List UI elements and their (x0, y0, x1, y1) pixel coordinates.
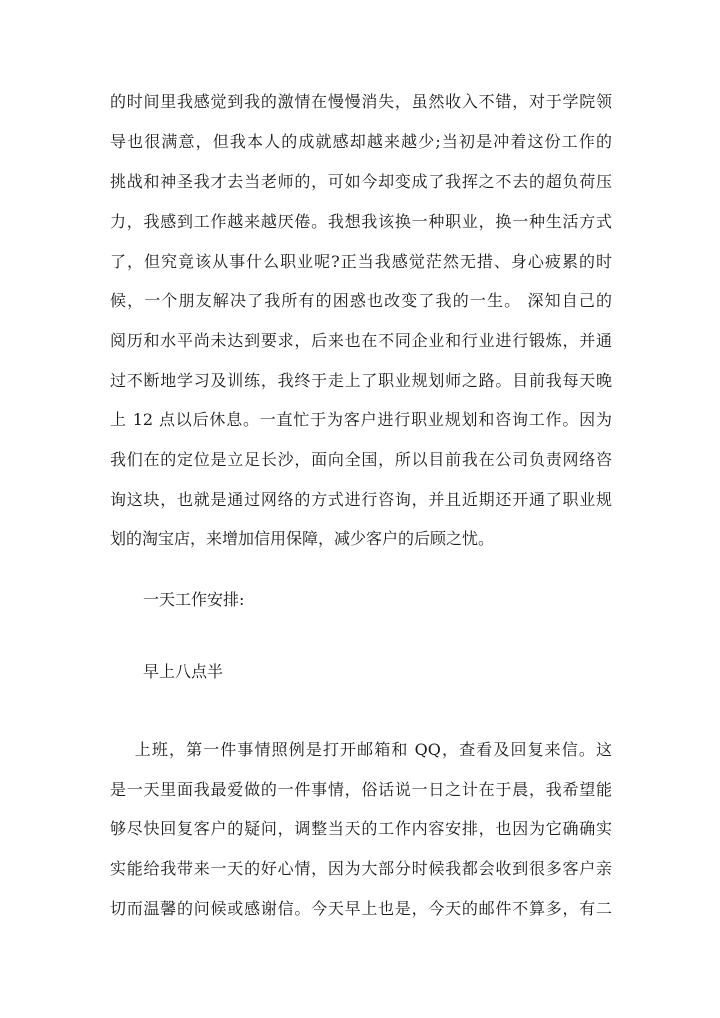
text-line: 力，我感到工作越来越厌倦。我想我该换一种职业，换一种生活方式 (110, 212, 612, 231)
section-heading-time: 早上八点半 (143, 662, 224, 681)
text-line: 上班，第一件事情照例是打开邮箱和 QQ，查看及回复来信。这 (110, 740, 612, 759)
text-line: 的时间里我感觉到我的激情在慢慢消失，虽然收入不错，对于学院领 (110, 92, 612, 111)
text-line: 够尽快回复客户的疑问，调整当天的工作内容安排，也因为它确确实 (110, 819, 612, 838)
text-line: 了，但究竟该从事什么职业呢?正当我感觉茫然无措、身心疲累的时 (110, 252, 612, 271)
section-heading-daily-schedule: 一天工作安排: (143, 590, 245, 609)
text-line: 阅历和水平尚未达到要求，后来也在不同企业和行业进行锻炼，并通 (110, 331, 612, 350)
text-line: 候，一个朋友解决了我所有的困惑也改变了我的一生。 深知自己的 (110, 291, 612, 310)
text-line: 切而温馨的问候或感谢信。今天早上也是，今天的邮件不算多，有二 (110, 899, 612, 918)
text-line: 上 12 点以后休息。一直忙于为客户进行职业规划和咨询工作。因为 (110, 410, 612, 429)
text-line: 导也很满意，但我本人的成就感却越来越少;当初是冲着这份工作的 (110, 132, 612, 151)
text-line: 划的淘宝店，来增加信用保障，减少客户的后顾之忧。 (110, 529, 495, 548)
text-line: 我们在的定位是立足长沙，面向全国，所以目前我在公司负责网络咨 (110, 450, 612, 469)
text-line: 挑战和神圣我才去当老师的，可如今却变成了我挥之不去的超负荷压 (110, 172, 612, 191)
text-line: 是一天里面我最爱做的一件事情，俗话说一日之计在于晨，我希望能 (110, 780, 612, 799)
text-line: 过不断地学习及训练，我终于走上了职业规划师之路。目前我每天晚 (110, 371, 612, 390)
text-line: 实能给我带来一天的好心情，因为大部分时候我都会收到很多客户亲 (110, 859, 612, 878)
text-line: 询这块，也就是通过网络的方式进行咨询，并且近期还开通了职业规 (110, 490, 612, 509)
